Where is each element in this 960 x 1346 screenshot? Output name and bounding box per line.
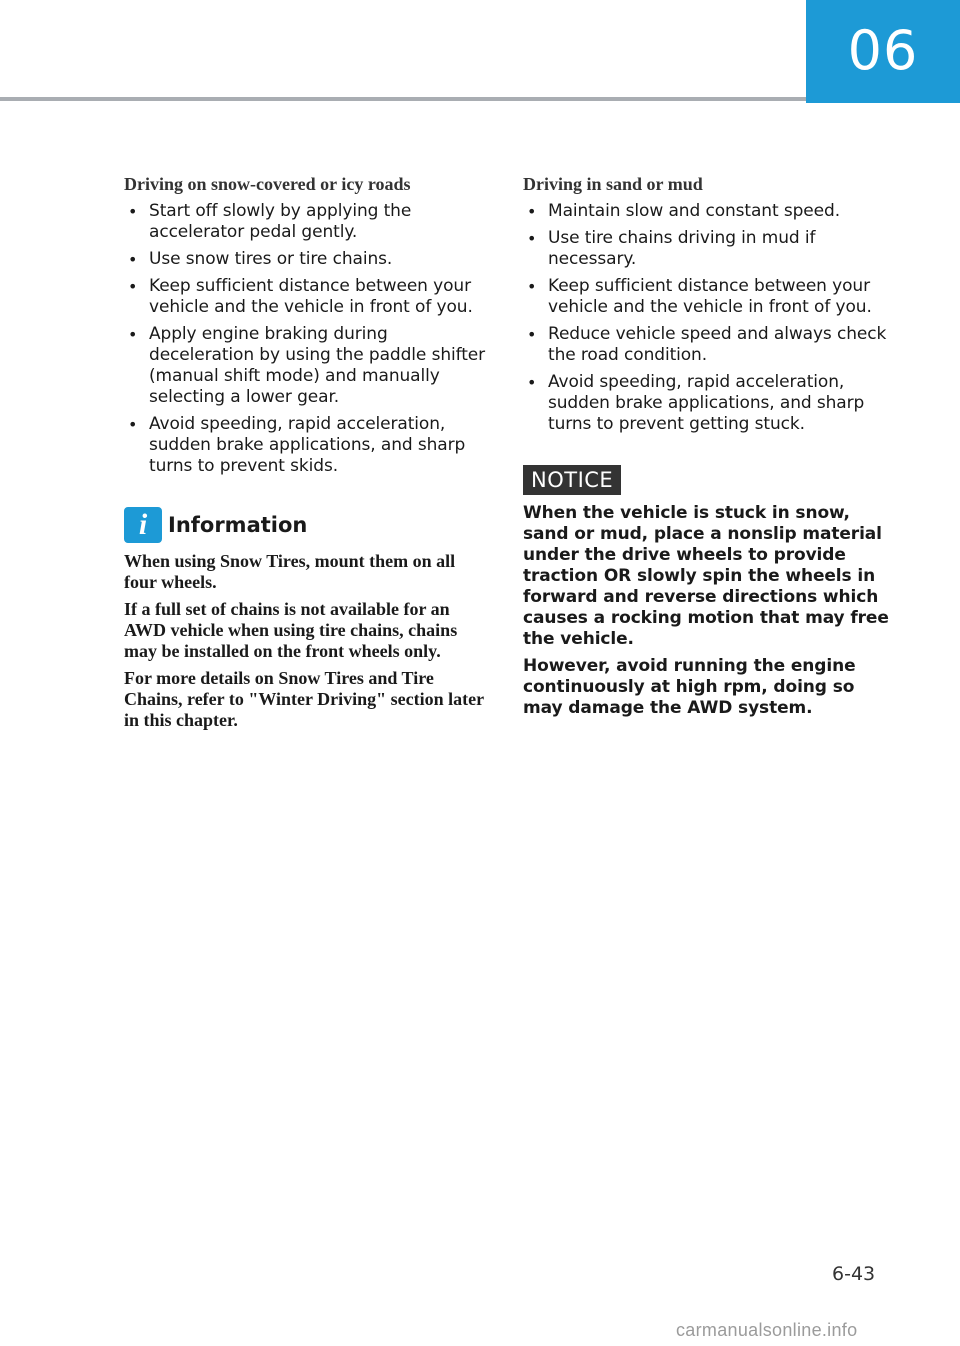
header-rule [0,97,806,101]
left-column [124,172,492,737]
information-title: Information [168,513,308,537]
list-item: • Avoid speeding, rapid acceleration, sudden brake applications, and sharp turns to prevent getting stuck. [527,372,865,434]
bullet-icon: • [527,229,537,248]
section-title-sand: Driving in sand or mud [523,174,703,194]
notice-paragraph: However, avoid running the engine continuously at high rpm, doing so may damage the AWD system. [523,656,856,718]
bullet-icon: • [128,277,138,296]
list-item: • Use snow tires or tire chains. [128,249,393,269]
info-paragraph: If a full set of chains is not available for an AWD vehicle when using tire chains, chains may be installed on the front wheels only. [124,599,458,661]
notice-paragraph: When the vehicle is stuck in snow, sand or mud, place a nonslip material under the drive wheels to provide traction OR slowly spin the wheels in forward and reverse directions which causes a rocking motion that may free the vehicle. [523,503,889,649]
list-item: • Keep sufficient distance between your vehicle and the vehicle in front of you. [527,276,872,317]
list-item: • Keep sufficient distance between your vehicle and the vehicle in front of you. [128,276,473,317]
list-item: • Reduce vehicle speed and always check the road condition. [527,324,887,365]
bullet-icon: • [128,202,138,221]
watermark-link[interactable]: carmanualsonline.info [676,1320,858,1340]
right-column [523,172,893,725]
list-item: • Apply engine braking during deceleration by using the paddle shifter (manual shift mode) and manually selecting a lower gear. [128,324,486,407]
list-item: • Maintain slow and constant speed. [527,201,841,221]
bullet-icon: • [527,277,537,296]
chapter-tab [806,0,960,103]
bullet-icon: • [527,325,537,344]
chapter-number: 06 [847,19,919,82]
section-title-snow: Driving on snow-covered or icy roads [124,174,411,194]
list-item: • Avoid speeding, rapid acceleration, sudden brake applications, and sharp turns to prevent skids. [128,414,466,476]
list-item: • Use tire chains driving in mud if necessary. [527,228,816,269]
bullet-icon: • [128,325,138,344]
list-item: • Start off slowly by applying the accelerator pedal gently. [128,201,412,242]
info-paragraph: For more details on Snow Tires and Tire Chains, refer to "Winter Driving" section later in this chapter. [124,668,484,730]
bullet-icon: • [128,250,138,269]
bullet-icon: • [128,415,138,434]
sand-bullet-list [523,201,893,435]
info-paragraph: When using Snow Tires, mount them on all four wheels. [124,551,456,592]
page-number: 6-43 [832,1263,876,1285]
notice-badge: NOTICE [523,465,621,495]
bullet-icon: • [527,202,537,221]
information-header [124,507,492,543]
snow-bullet-list [124,201,492,477]
bullet-icon: • [527,373,537,392]
info-icon: i [124,507,162,543]
